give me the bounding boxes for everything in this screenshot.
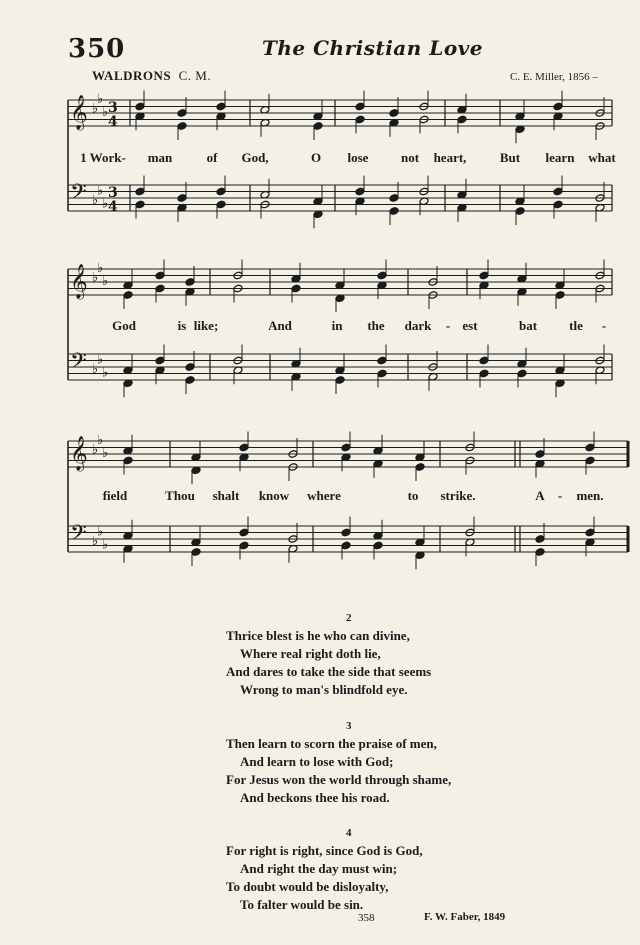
verse-line: To doubt would be disloyalty,: [226, 879, 389, 894]
note-head: [177, 122, 187, 131]
lyric-syllable: of: [206, 150, 218, 165]
lyric-syllable: 1 Work-: [80, 150, 126, 165]
lyric-syllable: -: [557, 488, 563, 503]
verse-line: To falter would be sin.: [240, 897, 364, 912]
verse-line: Thrice blest is he who can divine,: [226, 628, 410, 643]
note-head: [185, 376, 195, 385]
note-head: [123, 456, 133, 465]
lyric-syllable: know: [258, 488, 290, 503]
note-head: [341, 541, 351, 550]
note-head: [553, 102, 563, 111]
flat-sign: ♭: [102, 104, 109, 120]
note-head: [216, 102, 226, 111]
lyric-syllable: strike.: [440, 488, 476, 503]
note-head: [341, 443, 351, 452]
note-head: [377, 369, 387, 378]
verse-number: 3: [346, 720, 352, 732]
note-head: [479, 369, 489, 378]
lyric-syllable: shalt: [212, 488, 240, 503]
lyric-syllable: dark: [404, 318, 432, 333]
treble-clef: 𝄞: [70, 264, 88, 299]
author-credit: F. W. Faber, 1849: [424, 911, 506, 923]
note-head: [585, 528, 595, 537]
lyric-syllable: est: [462, 318, 478, 333]
note-head: [135, 187, 145, 196]
lyric-syllable: not: [400, 150, 420, 165]
note-head: [355, 102, 365, 111]
flat-sign: ♭: [102, 273, 109, 289]
lyric-syllable: in: [331, 318, 343, 333]
flat-sign: ♭: [97, 260, 104, 276]
note-head: [191, 548, 201, 557]
note-head: [515, 207, 525, 216]
note-head: [185, 278, 195, 287]
time-signature-top: 3: [108, 185, 118, 201]
verse-number: 2: [346, 612, 352, 624]
lyric-syllable: learn: [545, 150, 575, 165]
system-3: [68, 432, 628, 570]
lyric-syllable: tle: [569, 318, 583, 333]
time-signature-bottom: 4: [108, 199, 118, 215]
lyric-syllable: to: [407, 488, 419, 503]
note-head: [585, 443, 595, 452]
note-head: [177, 194, 187, 203]
time-signature-top: 3: [108, 100, 118, 116]
flat-sign: ♭: [92, 362, 99, 377]
note-head: [479, 356, 489, 365]
lyric-syllable: God: [112, 318, 136, 333]
note-head: [135, 200, 145, 209]
note-head: [123, 291, 133, 300]
lyric-syllable: O: [310, 150, 322, 165]
flat-sign: ♭: [92, 270, 99, 286]
note-head: [389, 194, 399, 203]
page-number: 358: [358, 912, 375, 924]
note-head: [155, 284, 165, 293]
lyric-syllable: And: [268, 318, 292, 333]
treble-staff: [68, 261, 612, 300]
flat-sign: ♭: [97, 183, 104, 199]
note-head: [415, 463, 425, 472]
note-head: [517, 369, 527, 378]
note-head: [479, 271, 489, 280]
lyric-syllable: heart,: [433, 150, 467, 165]
flat-sign: ♭: [97, 432, 104, 448]
time-signature-bottom: 4: [108, 114, 118, 130]
note-head: [553, 187, 563, 196]
lyric-syllable: men.: [576, 488, 604, 503]
tune-title: WALDRONS: [92, 68, 172, 83]
lyric-syllable: man: [147, 150, 173, 165]
system-2: [68, 260, 612, 398]
flat-sign: ♭: [97, 91, 104, 107]
note-head: [155, 356, 165, 365]
lyric-syllable: like;: [193, 318, 219, 333]
bass-clef: 𝄢: [70, 180, 87, 210]
flat-sign: ♭: [102, 365, 109, 381]
note-head: [216, 200, 226, 209]
verse-line: And learn to lose with God;: [240, 754, 394, 769]
verse-line: And dares to take the side that seems: [226, 664, 432, 679]
flat-sign: ♭: [92, 534, 99, 549]
note-head: [535, 535, 545, 544]
verse-line: Where real right doth lie,: [240, 646, 381, 661]
verse-line: And beckons thee his road.: [240, 790, 390, 805]
flat-sign: ♭: [97, 352, 104, 368]
flat-sign: ♭: [97, 524, 104, 540]
note-head: [389, 109, 399, 118]
note-head: [185, 363, 195, 372]
lyric-syllable: -: [445, 318, 451, 333]
note-head: [377, 271, 387, 280]
lyric-syllable: lose: [347, 150, 369, 165]
lyric-syllable: A: [535, 488, 545, 503]
lyric-syllable: is: [177, 318, 187, 333]
note-head: [313, 122, 323, 131]
verse-line: For Jesus won the world through shame,: [226, 772, 452, 787]
flat-sign: ♭: [102, 537, 109, 553]
flat-sign: ♭: [102, 196, 109, 212]
note-head: [377, 356, 387, 365]
page-heading: The Christian Love: [262, 36, 484, 60]
treble-clef: 𝄞: [70, 95, 88, 130]
lyric-syllable: But: [499, 150, 521, 165]
treble-clef: 𝄞: [70, 436, 88, 471]
lyric-syllable: the: [367, 318, 385, 333]
note-head: [239, 443, 249, 452]
note-head: [535, 548, 545, 557]
flat-sign: ♭: [92, 193, 99, 208]
lyric-syllable: field: [102, 488, 128, 503]
system-1: [68, 91, 616, 229]
lyric-syllable: what: [588, 150, 616, 165]
flat-sign: ♭: [102, 445, 109, 461]
note-head: [457, 115, 467, 124]
lyric-syllable: bat: [518, 318, 538, 333]
note-head: [373, 541, 383, 550]
verse-number: 4: [346, 827, 352, 839]
hymn-number: 350: [68, 34, 126, 64]
note-head: [341, 528, 351, 537]
note-head: [177, 109, 187, 118]
note-head: [216, 187, 226, 196]
verse-line: Then learn to scorn the praise of men,: [226, 736, 437, 751]
verse-line: Wrong to man's blindfold eye.: [240, 682, 408, 697]
note-head: [155, 271, 165, 280]
bass-clef: 𝄢: [70, 349, 87, 379]
note-head: [535, 450, 545, 459]
note-head: [389, 207, 399, 216]
note-head: [239, 541, 249, 550]
note-head: [239, 528, 249, 537]
lyric-syllable: Thou: [165, 488, 195, 503]
note-head: [555, 291, 565, 300]
tune-meter: C. M.: [178, 68, 212, 83]
lyric-syllable: God,: [241, 150, 269, 165]
verse-line: And right the day must win;: [240, 861, 398, 876]
bass-clef: 𝄢: [70, 521, 87, 551]
note-head: [335, 376, 345, 385]
flat-sign: ♭: [92, 442, 99, 458]
note-head: [355, 187, 365, 196]
note-head: [291, 284, 301, 293]
treble-staff: [68, 92, 612, 131]
lyric-syllable: where: [307, 488, 341, 503]
flat-sign: ♭: [92, 101, 99, 117]
bass-staff: [68, 349, 612, 380]
composer-credit: C. E. Miller, 1856 –: [510, 71, 598, 83]
verse-line: For right is right, since God is God,: [226, 843, 423, 858]
lyric-syllable: -: [601, 318, 607, 333]
note-head: [135, 102, 145, 111]
note-head: [585, 456, 595, 465]
note-head: [355, 115, 365, 124]
bass-staff: [68, 180, 612, 215]
note-head: [553, 200, 563, 209]
